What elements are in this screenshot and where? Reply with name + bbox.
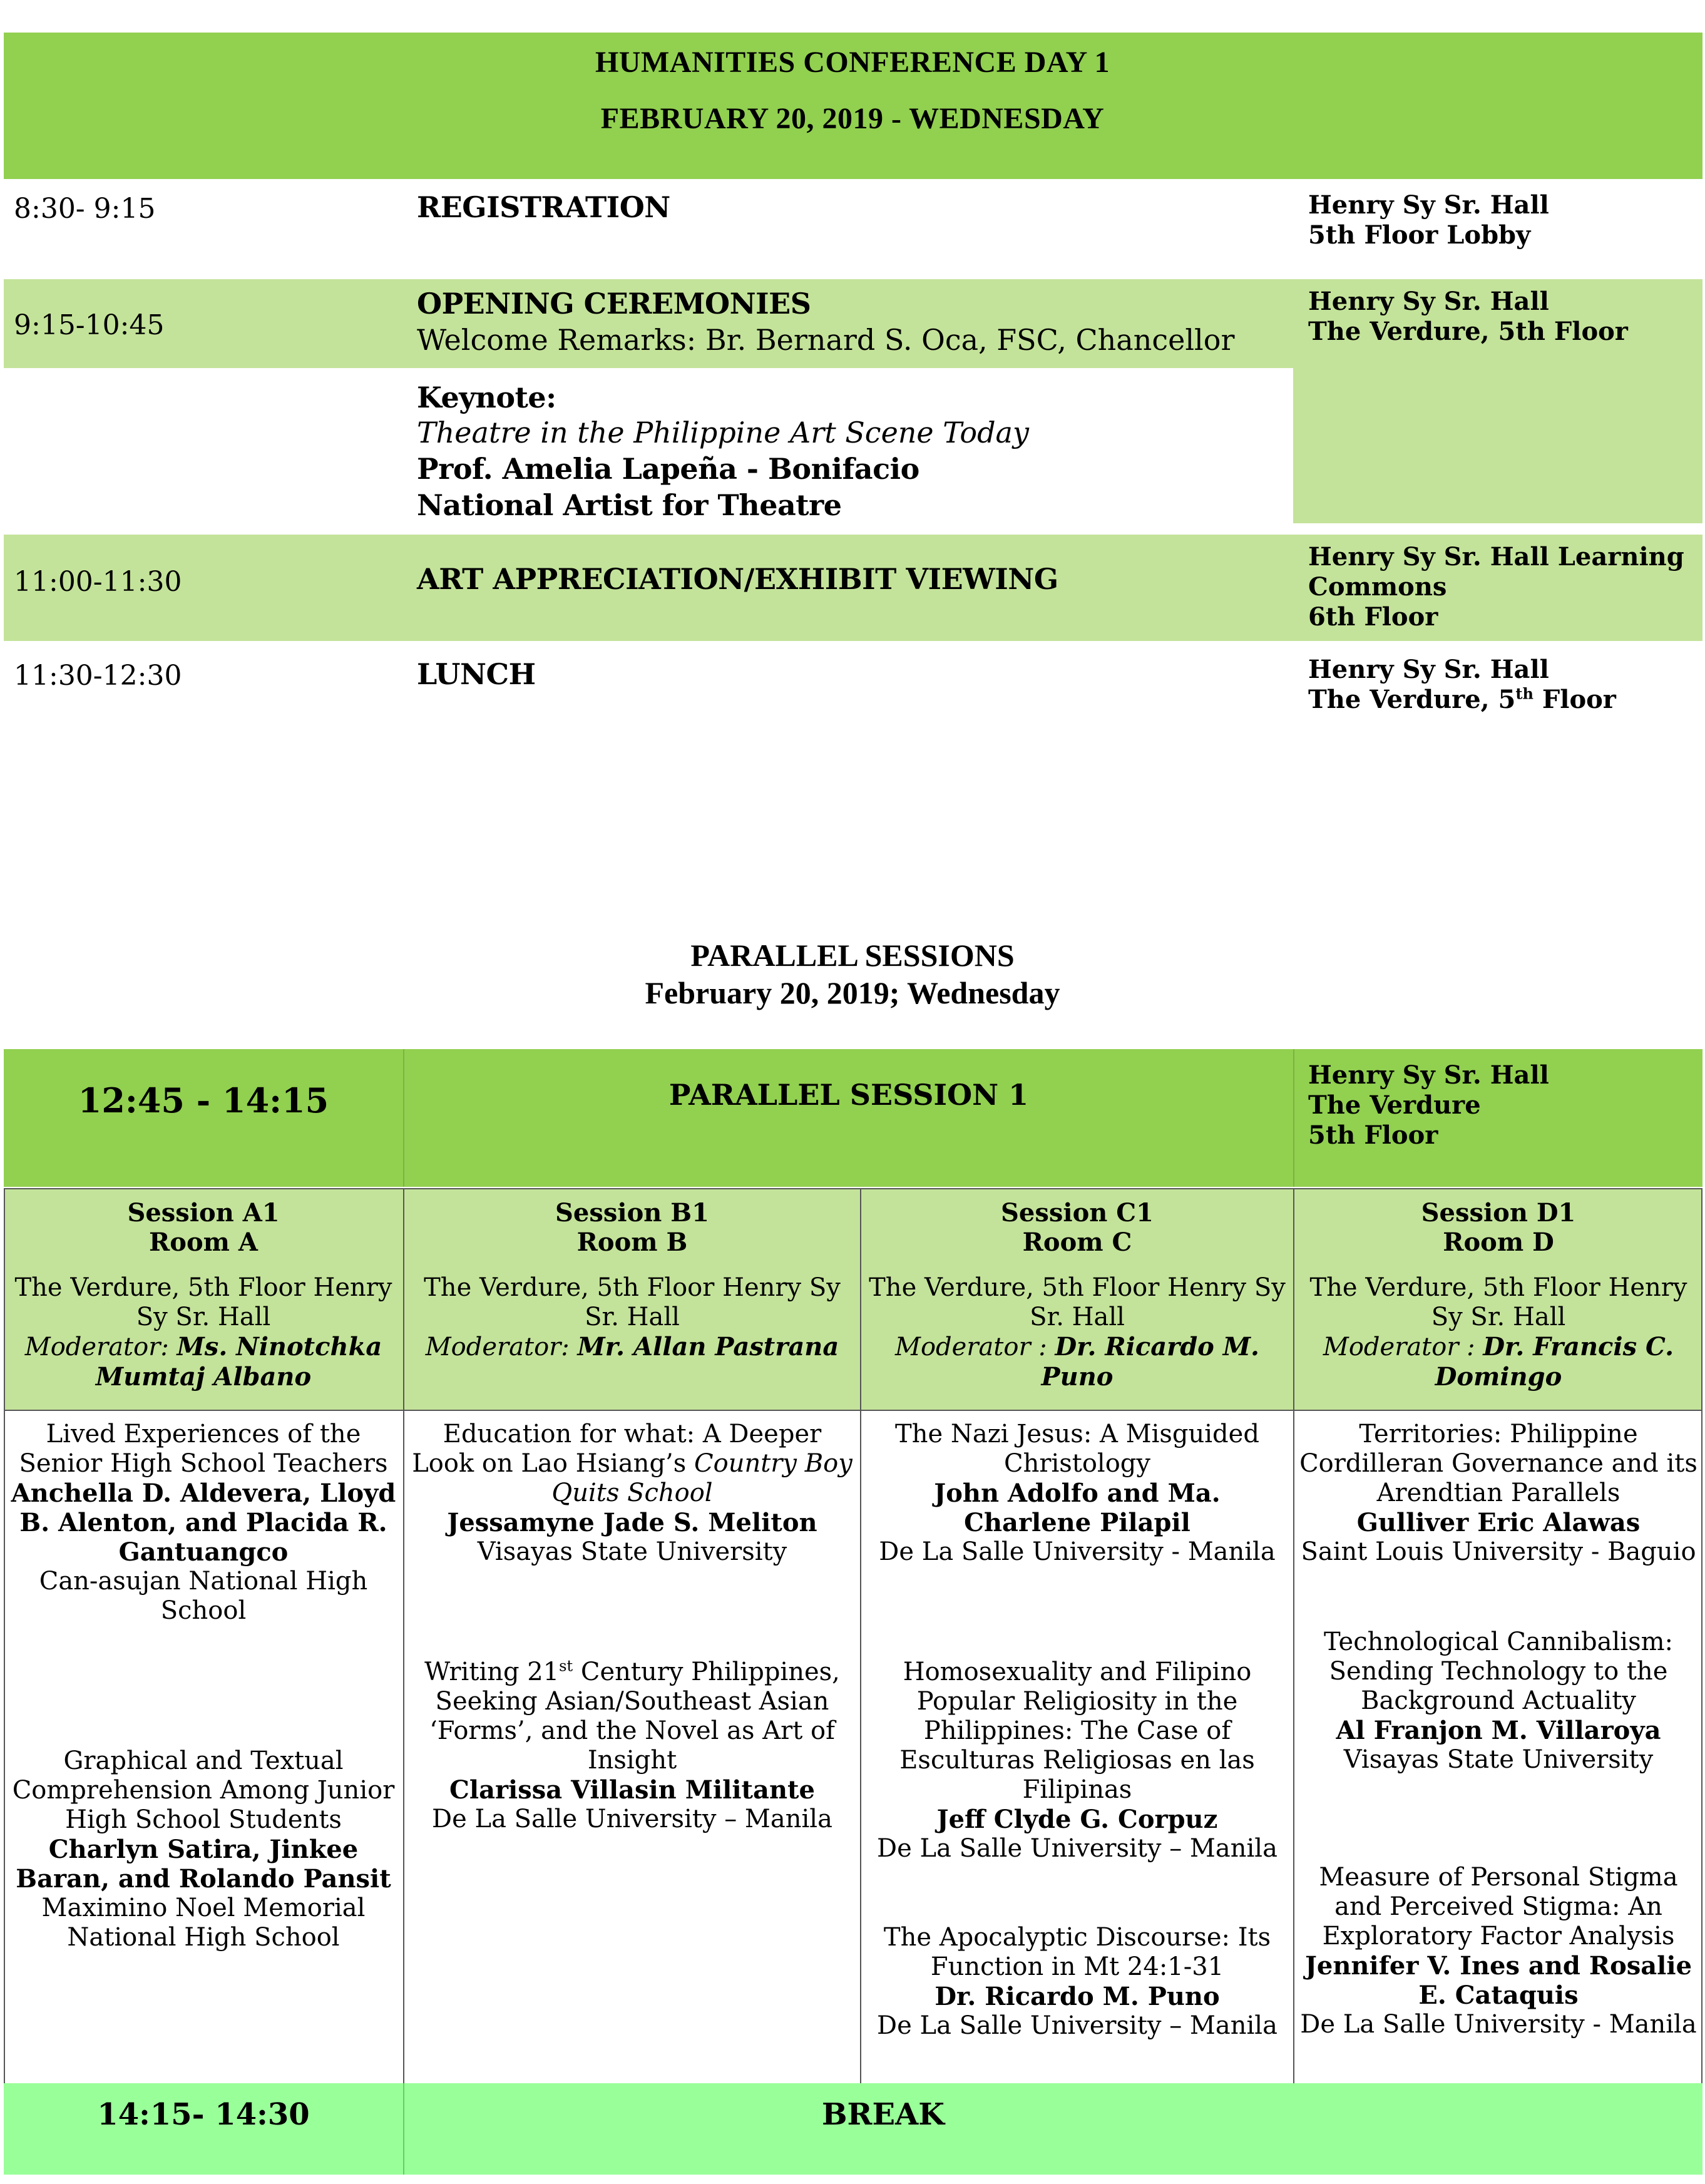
opening-remarks: Welcome Remarks: Br. Bernard S. Oca, FSC, Chancellor — [417, 323, 1235, 357]
paper-a1-1: Lived Experiences of the Senior High School Teachers Anchella D. Aldevera, Lloyd B. Alenton, and Placida R. Gantuangco Can-asujan National High School — [11, 1420, 396, 1625]
keynote-label: Keynote: — [417, 381, 556, 414]
keynote-speaker: Prof. Amelia Lapeña - Bonifacio — [417, 452, 919, 486]
art-time: 11:00-11:30 — [14, 566, 182, 598]
session-a1-header: Session A1 Room A The Verdure, 5th Floor Henry Sy Sr. Hall Moderator: Ms. Ninotchka Mumtaj Albano — [14, 1198, 392, 1392]
ps-divider — [1293, 1049, 1294, 1187]
grid-line — [4, 1188, 1702, 1189]
keynote-title: Theatre in the Philippine Art Scene Today — [417, 416, 1029, 449]
conference-date: FEBRUARY 20, 2019 - WEDNESDAY — [600, 102, 1105, 135]
art-event: ART APPRECIATION/EXHIBIT VIEWING — [417, 562, 1058, 596]
lunch-time: 11:30-12:30 — [14, 660, 182, 692]
session-c1-header: Session C1 Room C The Verdure, 5th Floor Henry Sy Sr. Hall Moderator : Dr. Ricardo M. Puno — [869, 1198, 1286, 1392]
paper-d1-1: Territories: Philippine Cordilleran Governance and its Arendtian Parallels Gulliver Eric Alawas Saint Louis University - Baguio — [1299, 1420, 1697, 1566]
art-location: Henry Sy Sr. Hall Learning Commons 6th Floor — [1308, 542, 1684, 632]
paper-a1-2: Graphical and Textual Comprehension Among Junior High School Students Charlyn Satira, Jinkee Baran, and Rolando Pansit Maximino Noel Memorial National High School — [12, 1746, 395, 1952]
grid-line — [4, 1410, 1702, 1411]
opening-location: Henry Sy Sr. Hall The Verdure, 5th Floor — [1308, 287, 1628, 346]
paper-c1-2: Homosexuality and Filipino Popular Religiosity in the Philippines: The Case of Esculturas Religiosas en las Filipinas Jeff Clyde G. Corpuz De La Salle University – Manila — [877, 1658, 1277, 1863]
lunch-location: Henry Sy Sr. Hall The Verdure, 5th Floor — [1308, 655, 1616, 714]
grid-line — [860, 1188, 861, 2084]
paper-d1-3: Measure of Personal Stigma and Perceived Stigma: An Exploratory Factor Analysis Jennifer V. Ines and Rosalie E. Cataquis De La Salle University - Manila — [1300, 1863, 1697, 2039]
parallel-session-name: PARALLEL SESSION 1 — [668, 1078, 1029, 1112]
grid-line — [4, 1188, 5, 2084]
lunch-event: LUNCH — [417, 657, 536, 691]
grid-line — [1701, 1188, 1702, 2084]
keynote-role: National Artist for Theatre — [417, 488, 842, 522]
parallel-sessions-date: February 20, 2019; Wednesday — [645, 975, 1060, 1010]
parallel-sessions-title: PARALLEL SESSIONS — [690, 938, 1015, 973]
conference-title: HUMANITIES CONFERENCE DAY 1 — [595, 46, 1110, 79]
grid-line — [1293, 1188, 1294, 2084]
opening-time: 9:15-10:45 — [14, 309, 165, 341]
paper-b1-2: Writing 21st Century Philippines, Seeking Asian/Southeast Asian ‘Forms’, and the Novel as Art of Insight Clarissa Villasin Militante De La Salle University – Manila — [424, 1657, 840, 1833]
ps-divider — [403, 1049, 404, 1187]
paper-c1-3: The Apocalyptic Discourse: Its Function in Mt 24:1-31 Dr. Ricardo M. Puno De La Salle University – Manila — [877, 1923, 1277, 2040]
registration-event: REGISTRATION — [417, 190, 670, 224]
opening-event: OPENING CEREMONIES — [417, 287, 811, 320]
paper-c1-1: The Nazi Jesus: A Misguided Christology John Adolfo and Ma. Charlene Pilapil De La Salle University - Manila — [879, 1420, 1276, 1566]
grid-line — [403, 1188, 404, 2084]
break-time: 14:15- 14:30 — [97, 2097, 310, 2132]
registration-location: Henry Sy Sr. Hall 5th Floor Lobby — [1308, 190, 1549, 250]
session-b1-header: Session B1 Room B The Verdure, 5th Floor Henry Sy Sr. Hall Moderator: Mr. Allan Pastrana — [424, 1198, 841, 1361]
parallel-session-time: 12:45 - 14:15 — [78, 1080, 329, 1120]
registration-time: 8:30- 9:15 — [14, 193, 156, 225]
break-label: BREAK — [821, 2097, 945, 2132]
paper-d1-2: Technological Cannibalism: Sending Technology to the Background Actuality Al Franjon M. Villaroya Visayas State University — [1323, 1628, 1674, 1774]
parallel-session-location: Henry Sy Sr. Hall The Verdure 5th Floor — [1308, 1060, 1549, 1150]
paper-b1-1: Education for what: A Deeper Look on Lao Hsiang’s Country Boy Quits School Jessamyne Jade S. Meliton Visayas State University — [412, 1420, 852, 1566]
session-d1-header: Session D1 Room D The Verdure, 5th Floor Henry Sy Sr. Hall Moderator : Dr. Francis C. Domingo — [1309, 1198, 1687, 1392]
